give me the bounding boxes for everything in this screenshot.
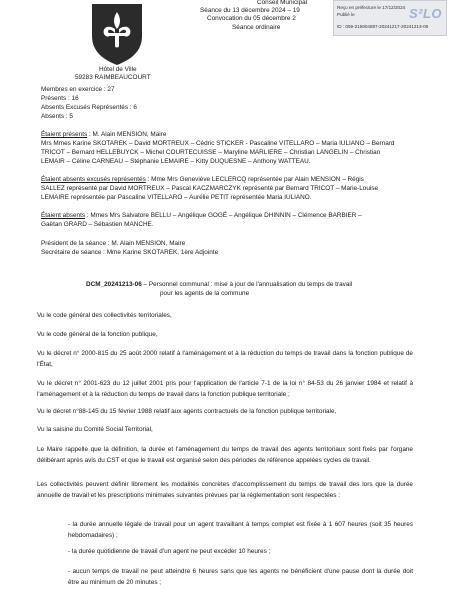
visa-decret-2001: Vu le décret n° 2001-623 du 12 juillet 2001 pris pour l'application de l'article 7-1 de la loi n° 84-53 du 26 janvier 1984 et relatif à l'aménagement et à la réduction du temps de travail dans la fonction publique territoriale ; (37, 380, 413, 398)
municipal-crest-icon (88, 2, 146, 66)
excuses-line2: SALLEZ représenté par David MORTREUX – Pascal KACZMARCZYK représenté par Bernard TRICOT – Marie-Louise (41, 185, 379, 192)
count-absents: Absents : 5 (41, 113, 73, 120)
stamp-received: Reçu en préfecture le 17/12/2024 (337, 5, 406, 10)
visa-cst: Vu la saisine du Comité Social Territorial, (37, 426, 153, 433)
presents-line1: Étaient présents : M. Alain MENSION, Maire (41, 131, 167, 138)
president-line: Président de la séance : M. Alain MENSION, Maire (41, 240, 186, 247)
count-representes: Absents Excusés Représentés : 6 (41, 104, 137, 111)
header-convocation: Convocation du 05 décembre 2 (207, 15, 296, 22)
absents-label: Étaient absents (41, 212, 86, 219)
excuses-line3: LEMAIRE représentée par Pascaline VITELLARO – Aurélie PETIT représentée Maria IULIANO. (41, 194, 312, 201)
stamp-logo: S²LO (408, 6, 442, 21)
excuses-line1: Étaient absents excusés représentés : Mme Mrs Geneviève LECLERCQ représentée par Alain MENSION – Régis (41, 176, 364, 183)
presents-line3: TRICOT – Bernard HELLEBUYCK – Michel COURTECUISSE – Maryline MARLIERE – Christian LANGELIN – Christian (41, 149, 381, 156)
bullet-pause: - aucun temps de travail ne peut atteindre 6 heures sans que les agents ne bénéficient d'une pause dont la durée doit être au minimum de 20 minutes ; (68, 568, 413, 586)
header-type: Séance ordinaire (232, 24, 281, 31)
excuses-label: Étaient absents excusés représentés (41, 176, 146, 183)
visa-cgct: Vu le code général des collectivités territoriales, (37, 312, 172, 319)
paragraph-maire: Le Maire rappelle que la définition, la durée et l'aménagement du temps de travail des agents territoriaux sont fixés par l'organe délibérant après avis du CST et que le travail est organisé selon des périodes de référence appelées cycles de travail. (37, 446, 413, 464)
paragraph-collectivites: Les collectivités peuvent définir librement les modalités concrètes d'accomplissement du temps de travail des lors que la durée annuelle de travail et les prescriptions minimales suivantes prévues par la réglementation sont respectées : (37, 481, 413, 499)
absents-line2: Gaëtan GRARD – Sébastien MANCHE. (41, 221, 154, 228)
bullet-duree-quotidienne: - la durée quotidienne de travail d'un agent ne peut excéder 10 heures ; (68, 548, 271, 555)
header-seance: Séance du 13 décembre 2024 – 19 (200, 7, 300, 14)
address-hotel: Hôtel de Ville (99, 66, 137, 73)
presents-line2: Mrs Mmes Karine SKOTAREK – David MORTREUX – Cédric STICKER - Pascaline VITELLARO – Maria IULIANO – Bernard (41, 140, 395, 147)
prefecture-stamp (333, 0, 447, 36)
stamp-published: Publié le (337, 12, 355, 17)
deliberation-title: DCM_20241213-06 – Personnel communal : mise à jour de l'annualisation du temps de travail (86, 281, 353, 288)
count-presents: Présents : 16 (41, 95, 79, 102)
deliberation-number: DCM_20241213-06 (86, 281, 142, 288)
presents-line4: LEMAIR – Céline CARNEAU – Stéphanie LEMAIRE – Kitty DUQUESNE – Anthony WATTEAU. (41, 158, 311, 165)
deliberation-subtitle: pour les agents de la commune (160, 290, 250, 297)
count-exercice: Membres en exercice : 27 (41, 86, 115, 93)
address-city: 59283 RAIMBEAUCOURT (75, 74, 151, 81)
visa-decret-88: Vu le décret n°88-145 du 15 février 1988 relatif aux agents contractuels de la fonction publique territoriale, (37, 408, 337, 415)
visa-cgfp: Vu le code général de la fonction publique, (37, 331, 158, 338)
absents-line1: Étaient absents : Mmes Mrs Salvatore BELLU – Angélique GOGÉ – Angélique DHINNIN – Clémence BARBIER – (41, 212, 362, 219)
header-conseil: Conseil Municipal (257, 0, 308, 6)
bullet-duree-annuelle: - la durée annuelle légale de travail pour un agent travaillant à temps complet est fixée à 1 607 heures (soit 35 heures hebdomadaires) ; (68, 521, 413, 539)
stamp-id: ID : 059-215904897-20241217-20241213-06 (337, 24, 429, 29)
secretaire-line: Secrétaire de séance : Mme Karine SKOTAREK, 1ère Adjointe (41, 249, 219, 256)
presents-label: Étaient présents (41, 131, 88, 138)
visa-decret-2000: Vu le décret n° 2000-815 du 25 août 2000 relatif à l'aménagement et à la réduction du temps de travail dans la fonction publique de l'État, (37, 350, 413, 368)
